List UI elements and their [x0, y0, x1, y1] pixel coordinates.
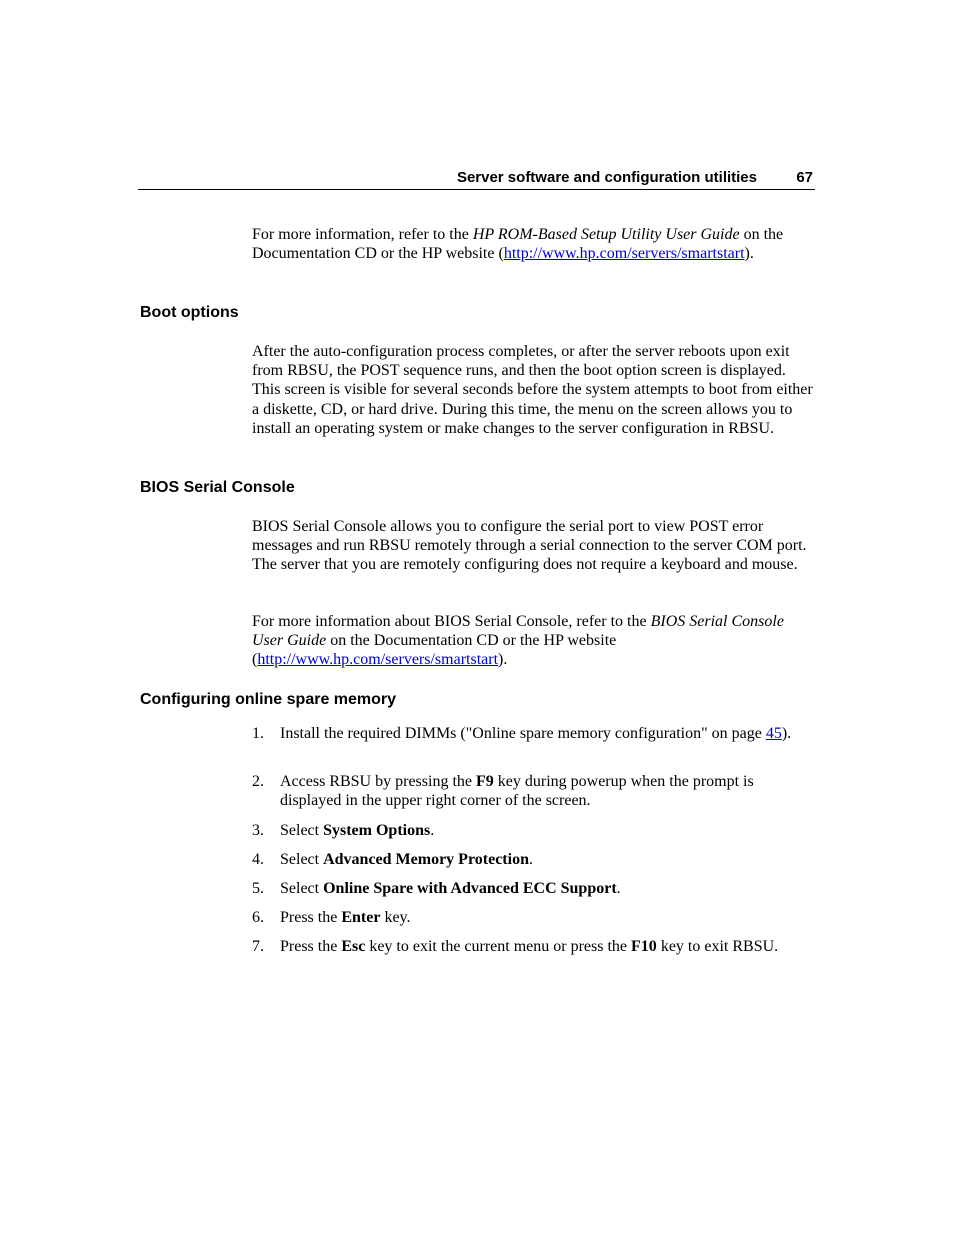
- smartstart-link[interactable]: http://www.hp.com/servers/smartstart: [503, 245, 745, 263]
- boot-options-paragraph: After the auto-configuration process completes, or after the server reboots upon exit from RBSU, the POST sequence runs, and then the boot option screen is displayed. This screen is visible for several seconds before the system attempts to boot from either a diskette, CD, or hard drive. During this time, the menu on the screen allows you to install an operating system or make changes to the server configuration in RBSU.: [252, 343, 813, 437]
- step-text: .: [528, 851, 533, 868]
- guide-title: HP ROM-Based Setup Utility User Guide: [472, 226, 740, 243]
- header-title: Server software and configuration utilities: [456, 169, 757, 186]
- key-name: F10: [631, 938, 657, 955]
- step-text: Install the required DIMMs ("Online spare memory configuration" on page: [280, 725, 766, 742]
- step-number: 7.: [252, 938, 264, 955]
- step-number: 2.: [252, 773, 264, 790]
- step-text: ).: [781, 725, 792, 742]
- step-number: 6.: [252, 909, 264, 926]
- step-text: Access RBSU by pressing the: [280, 773, 476, 790]
- step-text: key.: [380, 909, 411, 926]
- list-item: [252, 908, 817, 927]
- list-item: [252, 879, 817, 898]
- list-item: [252, 821, 817, 840]
- step-number: 1.: [252, 725, 264, 742]
- list-item: [252, 850, 817, 869]
- step-text: Select: [280, 822, 324, 839]
- step-text: Select: [280, 851, 324, 868]
- bios-serial-console-paragraph: BIOS Serial Console allows you to configure the serial port to view POST error messages and run RBSU remotely through a serial connection to the server COM port. The server that you are remotely configuring does not require a keyboard and mouse.: [252, 518, 807, 574]
- menu-option: System Options: [323, 822, 431, 839]
- boot-options-heading: Boot options: [140, 304, 239, 321]
- menu-option: Advanced Memory Protection: [323, 851, 529, 868]
- key-name: Esc: [341, 938, 366, 955]
- step-text: key to exit RBSU.: [656, 938, 779, 955]
- step-number: 4.: [252, 851, 264, 868]
- intro-text: For more information, refer to the: [252, 226, 473, 243]
- list-item: [252, 724, 817, 743]
- menu-option: Online Spare with Advanced ECC Support: [323, 880, 617, 897]
- step-text: Select: [280, 880, 324, 897]
- step-text: .: [430, 822, 435, 839]
- key-name: Enter: [341, 909, 381, 926]
- key-name: F9: [475, 773, 494, 790]
- step-number: 3.: [252, 822, 264, 839]
- step-text: key during powerup when the prompt is displayed in the upper right corner of the screen.: [280, 773, 754, 810]
- bios-serial-console-heading: BIOS Serial Console: [140, 479, 295, 496]
- more-info-text: ).: [498, 651, 508, 669]
- intro-text: ).: [744, 245, 754, 263]
- smartstart-link[interactable]: http://www.hp.com/servers/smartstart: [257, 651, 499, 669]
- page-number: 67: [796, 169, 813, 186]
- more-info-text: For more information about BIOS Serial Console, refer to the: [252, 613, 651, 630]
- step-text: key to exit the current menu or press the: [365, 938, 632, 955]
- step-number: 5.: [252, 880, 264, 897]
- step-text: Press the: [280, 909, 342, 926]
- list-item: [252, 772, 817, 810]
- step-text: Press the: [280, 938, 342, 955]
- step-text: .: [616, 880, 621, 897]
- page-link[interactable]: 45: [765, 725, 782, 742]
- intro-paragraph: [252, 225, 817, 263]
- more-info-text: on the Documentation CD or the HP website (: [252, 632, 617, 669]
- intro-text: on the Documentation CD or the HP website (: [252, 226, 784, 263]
- online-spare-memory-heading: Configuring online spare memory: [140, 691, 397, 708]
- bios-serial-more-info-paragraph: [252, 612, 817, 670]
- guide-title: BIOS Serial Console User Guide: [252, 613, 784, 650]
- page-header: [138, 167, 815, 190]
- list-item: [252, 937, 817, 956]
